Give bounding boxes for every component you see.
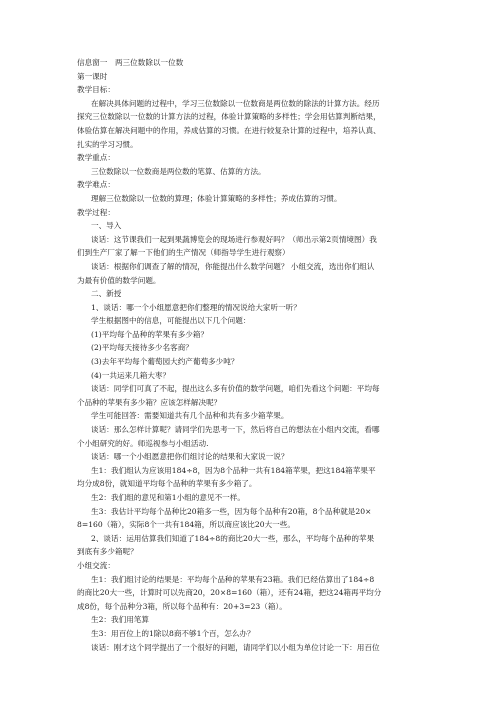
text-line: 谈话：这节课我们一起到果蔬博览会的现场进行参观好吗？（师出示第2页情境图）我: [91, 234, 377, 244]
text-line: 教学过程：: [77, 207, 115, 217]
text-line: 二、新授: [91, 289, 122, 299]
text-line: 的商比20大一些，计算时可以先商20，20×8=160（箱），还有24箱，把这24箱再平均分: [77, 588, 382, 598]
text-line: 谈话：同学们可真了不起，提出这么多有价值的数学问题，咱们先看这个问题：平均每: [91, 384, 380, 394]
text-line: 2、谈话：运用估算我们知道了184÷8的商比20大一些，那么，平均每个品种的苹果: [91, 533, 375, 543]
text-line: 扎实的学习习惯。: [77, 139, 138, 149]
text-line: 成8份，每个品种分3箱，所以每个品种有：20+3=23（箱）。: [77, 601, 287, 611]
text-line: 一、导入: [91, 221, 122, 231]
text-line: (4)一共运来几箱大枣？: [91, 370, 171, 380]
text-line: (2)平均每天接待多少名客商？: [91, 343, 193, 353]
text-line: 小组交流：: [77, 560, 115, 570]
text-line: 1、谈话：哪一个小组愿意把你们整理的情况说给大家听一听？: [91, 302, 301, 312]
text-line: 探究三位数除以一位数的计算方法的过程，体验计算策略的多样性；学会用估算判断结果，: [77, 112, 381, 122]
text-line: (3)去年平均每个葡萄园大约产葡萄多少吨？: [91, 357, 239, 367]
text-line: 生2：我们组的意见和第1小组的意见不一样。: [91, 493, 245, 502]
text-line: 个小组研究的好。师巡视参与小组活动.: [77, 438, 209, 448]
text-line: 生2：我们用笔算: [91, 615, 149, 625]
text-line: 生1：我们组认为应该用184÷8，因为8个品种一共有184箱苹果，把这184箱苹果平: [91, 465, 376, 475]
text-line: 学生根据图中的信息，可能提出以下几个问题：: [91, 316, 251, 326]
text-line: 学生可能回答：需要知道共有几个品种和共有多少箱苹果。: [91, 411, 289, 421]
text-line: 第一课时: [77, 71, 108, 81]
text-line: 个品种的苹果有多少箱？应该怎样解决呢？: [77, 397, 222, 407]
text-line: 生3：我估计平均每个品种比20箱多一些，因为每个品种有20箱，8个品种就是20×: [91, 506, 372, 516]
document-title: 信息窗一 两三位数除以一位数: [77, 58, 184, 67]
text-line: 教学目标：: [77, 85, 115, 95]
text-line: 谈话：那么怎样计算呢？请同学们先思考一下，然后将自己的想法在小组内交流，看哪: [91, 425, 380, 435]
text-line: 在解决具体问题的过程中，学习三位数除以一位数商是两位数的除法的计算方法。经历: [91, 98, 380, 108]
text-line: 谈话：哪一个小组愿意把你们组讨论的结果和大家说一说？: [91, 452, 289, 462]
text-line: 们到生产厂家了解一下他们的生产情况（师指导学生进行观察）: [77, 248, 290, 258]
text-line: 谈话：根据你们调查了解的情况，你能提出什么数学问题？ 小组交流，选出你们组认: [91, 261, 375, 271]
text-line: 生3：用百位上的1除以8商不够1个百，怎么办？: [91, 628, 255, 638]
text-line: 教学重点：: [77, 153, 115, 163]
text-line: 理解三位数除以一位数的算理；体验计算策略的多样性；养成估算的习惯。: [91, 193, 342, 203]
text-line: 为最有价值的数学问题。: [77, 275, 161, 285]
text-line: 谈话：刚才这个同学提出了一个很好的问题，请同学们以小组为单位讨论一下：用百位: [91, 642, 380, 652]
text-line: 均分成8份，就知道平均每个品种的苹果有多少箱了。: [77, 479, 257, 489]
text-line: 体验估算在解决问题中的作用，养成估算的习惯。在进行较复杂计算的过程中，培养认真、: [77, 125, 381, 135]
text-line: 8=160（箱），实际8个一共有184箱，所以商应该比20大一些。: [77, 520, 295, 530]
text-line: (1)平均每个品种的苹果有多少箱？: [91, 329, 209, 339]
text-line: 到底有多少箱呢？: [77, 547, 138, 557]
text-line: 三位数除以一位数商是两位数的笔算、估算的方法。: [91, 166, 266, 176]
text-line: 教学难点：: [77, 180, 115, 190]
text-line: 生1：我们组讨论的结果是：平均每个品种的苹果有23箱。我们已经估算出了184÷8: [91, 574, 375, 584]
